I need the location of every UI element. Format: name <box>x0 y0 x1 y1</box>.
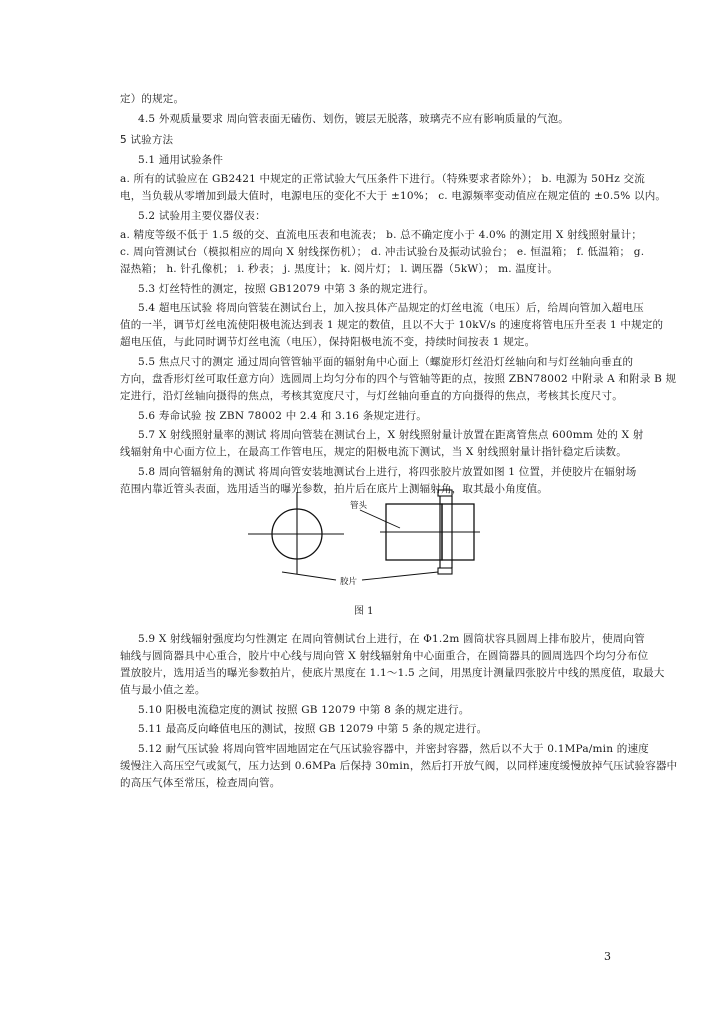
figure-1-diagram <box>240 488 480 600</box>
clause-5-7: 5.7 X 射线照射量率的测试 将周向管装在测试台上，X 射线照射量计放置在距离管焦点 600mm 处的 X 射 <box>138 429 644 441</box>
clause-5-1-heading: 5.1 通用试验条件 <box>138 154 224 166</box>
text-line: a. 精度等级不低于 1.5 级的交、直流电压表和电流表； b. 总不确定度小于 4.0% 的测定用 X 射线照射量计； <box>120 229 643 241</box>
film-label: 胶片 <box>340 577 358 587</box>
text-line: 范围内靠近管头表面，选用适当的曝光参数，拍片后在底片上测辐射角，取其最小角度值。 <box>120 483 548 495</box>
section-5-heading: 5 试验方法 <box>120 134 174 146</box>
tube-head-leader <box>360 510 400 528</box>
text-line: 轴线与圆筒器具中心重合，胶片中心线与周向管 X 射线辐射角中心面重合，在圆筒器具的圆周选四个均匀分布位 <box>120 650 649 662</box>
film-piece <box>438 568 452 574</box>
text-line: 的高压气体至常压，检查周向管。 <box>120 777 281 789</box>
film-leader <box>282 572 336 580</box>
text-line: 方向，盘香形灯丝可取任意方向）选圆周上均匀分布的四个与管轴等距的点，按照 ZBN78002 中附录 A 和附录 B 规 <box>120 373 677 385</box>
clause-5-4: 5.4 超电压试验 将周向管装在测试台上，加入按具体产品规定的灯丝电流（电压）后，给周向管加入超电压 <box>138 302 644 314</box>
tube-head-label: 管头 <box>350 501 368 511</box>
film-piece <box>438 490 452 496</box>
clause-5-12: 5.12 耐气压试验 将周向管牢固地固定在气压试验容器中，并密封容器，然后以不大于 0.1MPa/min 的速度 <box>138 743 649 755</box>
text-line: 定进行，沿灯丝轴向摄得的焦点，考核其宽度尺寸，与灯丝轴向垂直的方向摄得的焦点，考核其长度尺寸。 <box>120 390 623 402</box>
clause-5-2-heading: 5.2 试验用主要仪器仪表： <box>138 210 266 222</box>
clause-5-10: 5.10 阳极电流稳定度的测试 按照 GB 12079 中第 8 条的规定进行。 <box>138 704 470 716</box>
text-line: 值的一半，调节灯丝电流使阳极电流达到表 1 规定的数值，且以不大于 10kV/s 的速度将管电压升至表 1 中规定的 <box>120 319 664 331</box>
text-line: 缓慢注入高压空气或氮气，压力达到 0.6MPa 后保持 30min，然后打开放气阀，以同样速度缓慢放掉气压试验容器中 <box>120 760 678 772</box>
clause-5-11: 5.11 最高反向峰值电压的测试，按照 GB 12079 中第 5 条的规定进行。 <box>138 723 488 735</box>
clause-5-3: 5.3 灯丝特性的测定，按照 GB12079 中第 3 条的规定进行。 <box>138 283 435 295</box>
text-line: 定）的规定。 <box>120 93 185 105</box>
clause-4-5: 4.5 外观质量要求 周向管表面无磕伤、划伤，镀层无脱落，玻璃壳不应有影响质量的气泡。 <box>138 113 569 125</box>
text-line: c. 周向管测试台（模拟相应的周向 X 射线探伤机）； d. 冲击试验台及振动试验台； e. 恒温箱； f. 低温箱； g. <box>120 246 645 258</box>
text-line: 湿热箱； h. 针孔像机； i. 秒表； j. 黑度计； k. 阅片灯； l. 调压器（5kW）； m. 温度计。 <box>120 263 559 275</box>
text-line: 线辐射角中心面方位上，在最高工作管电压，规定的阳极电流下测试，当 X 射线照射量计指针稳定后读数。 <box>120 446 627 458</box>
figure-caption: 图 1 <box>354 606 374 617</box>
text-line: 值与最小值之差。 <box>120 684 206 696</box>
clause-5-8: 5.8 周向管辐射角的测试 将周向管安装地测试台上进行，将四张胶片放置如图 1 位置，并使胶片在辐射场 <box>138 466 637 478</box>
text-line: 电，当负载从零增加到最大值时，电源电压的变化不大于 ±10%； c. 电源频率变动值应在规定值的 ±0.5% 以内。 <box>120 190 667 202</box>
clause-5-6: 5.6 寿命试验 按 ZBN 78002 中 2.4 和 3.16 条规定进行。 <box>138 410 427 422</box>
film-leader <box>362 572 438 580</box>
text-line: a. 所有的试验应在 GB2421 中规定的正常试验大气压条件下进行。（特殊要求者除外）； b. 电源为 50Hz 交流 <box>120 173 645 185</box>
clause-5-5: 5.5 焦点尺寸的测定 通过周向管管轴平面的辐射角中心面上（螺旋形灯丝沿灯丝轴向和与灯丝轴向垂直的 <box>138 356 634 368</box>
clause-5-9: 5.9 X 射线辐射强度均匀性测定 在周向管侧试台上进行，在 Φ1.2m 圆筒状容具圆周上排布胶片，使周向管 <box>138 633 645 645</box>
page-number: 3 <box>604 950 611 963</box>
text-line: 置放胶片，选用适当的曝光参数拍片，使底片黑度在 1.1～1.5 之间，用黑度计测量四张胶片中线的黑度值，取最大 <box>120 667 665 679</box>
text-line: 超电压值，与此同时调节灯丝电流（电压），保持阳极电流不变，持续时间按表 1 规定。 <box>120 336 536 348</box>
